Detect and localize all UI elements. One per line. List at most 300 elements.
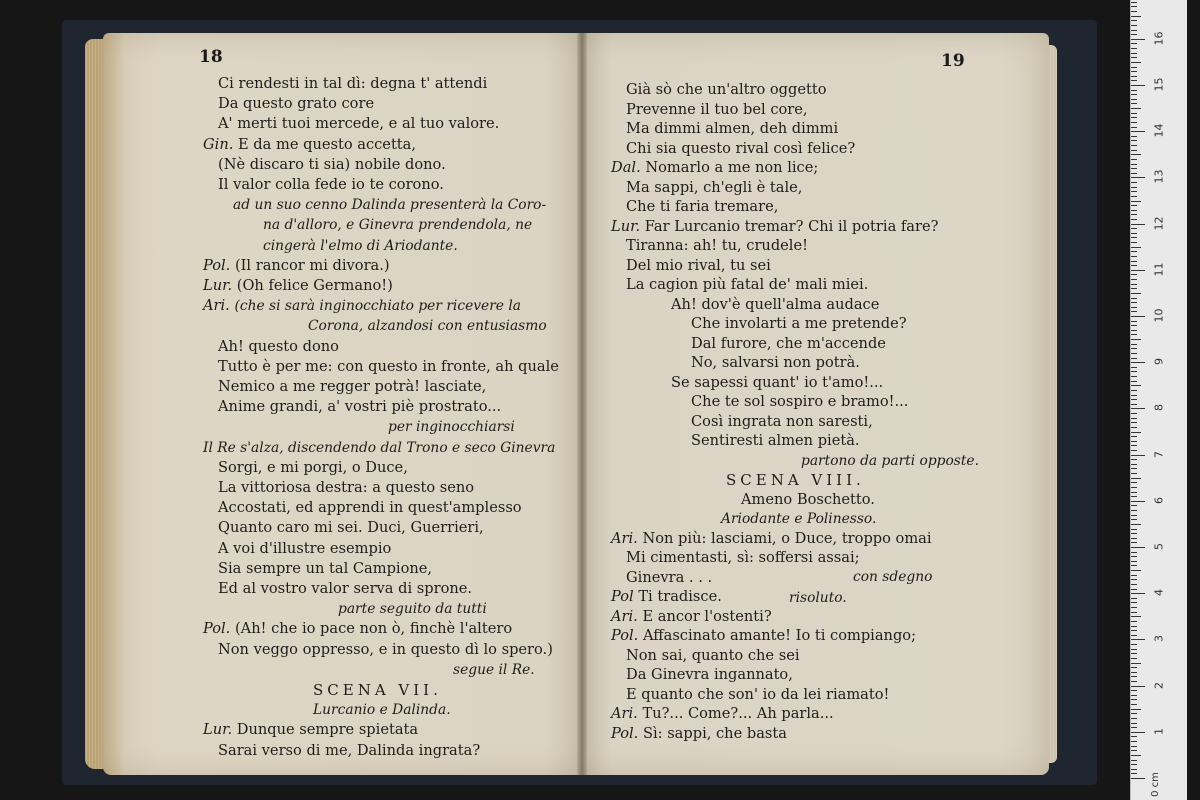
ruler-tick: [1131, 288, 1137, 289]
ruler-tick: [1131, 90, 1137, 91]
speaker-name: Gin.: [203, 135, 234, 153]
line-text: Dunque sempre spietata: [236, 721, 419, 739]
verse-line: [626, 179, 802, 197]
verse-line: [626, 666, 793, 684]
line-text: No, salvarsi non potrà.: [691, 354, 860, 371]
line-text: Del mio rival, tu sei: [626, 256, 771, 274]
ruler-tick: [1131, 672, 1137, 673]
verse-line: [218, 540, 391, 558]
ruler-tick: [1131, 201, 1141, 202]
ruler-tick: [1131, 85, 1145, 86]
ruler-tick: [1131, 676, 1137, 677]
ruler-tick: [1131, 182, 1137, 183]
ruler-tick: [1131, 538, 1137, 539]
line-text: Ah! dov'è quell'alma audace: [671, 295, 880, 313]
speaker-line: [203, 136, 416, 154]
ruler-tick: [1131, 237, 1137, 238]
line-text: Accostati, ed apprendi in quest'amplesso: [218, 499, 522, 517]
verse-line: [218, 519, 484, 537]
verse-line: [691, 315, 907, 333]
line-text: SCENA VII.: [313, 681, 442, 699]
ruler-tick: [1131, 219, 1137, 220]
ruler-tick: [1131, 99, 1137, 100]
ruler-tick: [1131, 468, 1137, 469]
line-text: Sentiresti almen pietà.: [691, 432, 860, 449]
ruler-tick: [1131, 436, 1137, 437]
line-text: E ancor l'ostenti?: [642, 607, 772, 625]
stage-direction: [721, 510, 876, 528]
speaker-name: Pol: [611, 588, 634, 605]
ruler-tick: [1131, 441, 1137, 442]
ruler-tick: [1131, 358, 1137, 359]
ruler-tick: [1131, 145, 1137, 146]
ruler-tick: [1131, 699, 1137, 700]
ruler-tick: [1131, 565, 1137, 566]
ruler-tick: [1131, 307, 1137, 308]
ruler-tick: [1131, 736, 1137, 737]
ruler-tick: [1131, 589, 1137, 590]
ruler-tick: [1131, 30, 1137, 31]
verse-line: [218, 156, 446, 174]
stage-direction: [263, 216, 532, 234]
ruler-tick: [1131, 579, 1137, 580]
ruler-tick: [1131, 510, 1137, 511]
page-number: 19: [941, 51, 965, 71]
ruler-tick: [1131, 575, 1137, 576]
ruler-tick: [1131, 482, 1137, 483]
ruler-tick: [1131, 298, 1137, 299]
ruler-tick: [1131, 20, 1137, 21]
ruler-tick: [1131, 746, 1137, 747]
ruler-tick: [1131, 2, 1137, 3]
line-text: Sì: sappi, che basta: [642, 724, 787, 742]
speaker-line: [611, 159, 818, 177]
measurement-ruler: [1130, 0, 1187, 800]
ruler-tick: [1131, 247, 1141, 248]
gutter: [577, 33, 587, 775]
ruler-tick: [1131, 644, 1137, 645]
ruler-tick: [1131, 418, 1137, 419]
ruler-tick: [1131, 210, 1137, 211]
verse-line: [691, 393, 908, 411]
speaker-line: [611, 588, 722, 606]
ruler-tick: [1131, 43, 1137, 44]
ruler-tick: [1131, 427, 1137, 428]
stage-direction: [203, 439, 555, 457]
ruler-tick: [1131, 515, 1137, 516]
line-text: Sorgi, e mi porgi, o Duce,: [218, 458, 408, 476]
ruler-tick: [1131, 25, 1137, 26]
ruler-tick: [1131, 251, 1137, 252]
ruler-tick: [1131, 727, 1137, 728]
line-text: SCENA VIII.: [726, 471, 865, 489]
speaker-name: Lur.: [611, 217, 641, 235]
ruler-tick: [1131, 709, 1141, 710]
line-text: Ma sappi, ch'egli è tale,: [626, 178, 803, 196]
verse-line: [218, 459, 408, 477]
ruler-tick: [1131, 760, 1137, 761]
line-text: Già sò che un'altro oggetto: [626, 81, 827, 98]
stage-direction: [388, 418, 515, 436]
verse-line: [218, 398, 501, 416]
ruler-tick: [1131, 533, 1137, 534]
ruler-tick: [1131, 556, 1137, 557]
line-text: Anime grandi, a' vostri piè prostrato...: [218, 398, 502, 416]
speaker-line: [611, 725, 787, 743]
line-text: (Nè discaro ti sia) nobile dono.: [218, 155, 446, 173]
ruler-tick: [1131, 168, 1137, 169]
ruler-label: 3: [1152, 635, 1166, 643]
line-text: Il valor colla fede io te corono.: [218, 176, 444, 193]
ruler-tick: [1131, 293, 1141, 294]
ruler-tick: [1131, 311, 1137, 312]
verse-line: [626, 569, 712, 587]
ruler-tick: [1131, 529, 1137, 530]
ruler-tick: [1131, 117, 1137, 118]
ruler-tick: [1131, 778, 1145, 779]
stage-direction: [233, 196, 546, 214]
line-text: Non sai, quanto che sei: [626, 646, 800, 664]
line-text: Da questo grato core: [218, 95, 375, 113]
ruler-tick: [1131, 432, 1141, 433]
ruler-tick: [1131, 187, 1137, 188]
ruler-tick: [1131, 76, 1137, 77]
ruler-tick: [1131, 67, 1137, 68]
line-text: (Oh felice Germano!): [236, 277, 393, 294]
stage-direction: risoluto.: [789, 590, 847, 606]
ruler-tick: [1131, 122, 1137, 123]
ruler-tick: [1131, 11, 1137, 12]
ruler-tick: [1131, 492, 1137, 493]
speaker-name: Dal.: [611, 159, 641, 176]
stage-direction: [741, 491, 875, 509]
speaker-line: [611, 530, 932, 548]
verse-line: [218, 358, 559, 376]
ruler-label: 16: [1152, 31, 1166, 46]
ruler-label: 15: [1152, 77, 1166, 92]
ruler-tick: [1131, 496, 1137, 497]
line-text: na d'alloro, e Ginevra prendendola, ne: [263, 217, 533, 234]
verse-line: [691, 413, 873, 431]
ruler-tick: [1131, 164, 1137, 165]
ruler-tick: [1131, 344, 1137, 345]
ruler-tick: [1131, 408, 1145, 409]
ruler-tick: [1131, 764, 1137, 765]
ruler-tick: [1131, 108, 1141, 109]
ruler-tick: [1131, 53, 1137, 54]
line-text: Così ingrata non saresti,: [691, 412, 873, 430]
ruler-tick: [1131, 177, 1145, 178]
line-text: Ginevra . . .: [626, 568, 713, 586]
ruler-tick: [1131, 455, 1145, 456]
ruler-tick: [1131, 80, 1137, 81]
ruler-label: 4: [1152, 589, 1166, 597]
line-text: Chi sia questo rival così felice?: [626, 139, 856, 157]
line-text: (Ah! che io pace non ò, finchè l'altero: [234, 620, 513, 638]
line-text: Non più: lasciami, o Duce, troppo omai: [642, 529, 932, 547]
line-text: E quanto che son' io da lei riamato!: [626, 685, 890, 703]
ruler-tick: [1131, 376, 1137, 377]
stage-direction: [338, 600, 487, 618]
line-text: Ti tradisce.: [638, 588, 722, 605]
ruler-tick: [1131, 755, 1141, 756]
stage-direction: [308, 317, 547, 335]
line-text: Che involarti a me pretende?: [691, 315, 907, 332]
ruler-tick: [1131, 224, 1145, 225]
ruler-tick: [1131, 154, 1141, 155]
line-text: per inginocchiarsi: [388, 419, 515, 436]
verse-line: [626, 101, 808, 119]
ruler-tick: [1131, 723, 1137, 724]
ruler-tick: [1131, 367, 1137, 368]
page-number: 18: [199, 47, 223, 67]
line-text: Dal furore, che m'accende: [691, 334, 886, 352]
ruler-tick: [1131, 695, 1137, 696]
ruler-tick: [1131, 741, 1137, 742]
ruler-tick: [1131, 607, 1137, 608]
line-text: (Il rancor mi divora.): [234, 256, 390, 274]
ruler-tick: [1131, 658, 1137, 659]
speaker-line: [611, 627, 916, 645]
ruler-tick: [1131, 150, 1137, 151]
speaker-line: [611, 705, 834, 723]
ruler-tick: [1131, 71, 1137, 72]
ruler-tick: [1131, 639, 1145, 640]
ruler-tick: [1131, 205, 1137, 206]
line-text: Affascinato amante! Io ti compiango;: [642, 627, 916, 644]
ruler-tick: [1131, 413, 1137, 414]
speaker-name: Pol.: [203, 620, 231, 638]
verse-line: [218, 580, 472, 598]
ruler-tick: [1131, 750, 1137, 751]
speaker-line: [203, 277, 393, 295]
ruler-unit: 0 cm: [1149, 772, 1161, 797]
ruler-tick: [1131, 704, 1137, 705]
verse-line: [218, 95, 374, 113]
stage-direction: [801, 452, 979, 470]
line-text: Sia sempre un tal Campione,: [218, 559, 433, 577]
speaker-line: [203, 297, 521, 315]
ruler-tick: [1131, 690, 1137, 691]
verse-line: [218, 641, 553, 659]
ruler-label: 6: [1152, 496, 1166, 504]
verse-line: [218, 378, 486, 396]
line-text: La cagion più fatal de' mali miei.: [626, 276, 869, 293]
stage-direction: [263, 237, 458, 255]
line-text: A voi d'illustre esempio: [218, 539, 392, 557]
ruler-tick: [1131, 681, 1137, 682]
verse-line: [626, 549, 860, 567]
ruler-tick: [1131, 113, 1137, 114]
ruler-tick: [1131, 62, 1141, 63]
ruler-tick: [1131, 57, 1137, 58]
ruler-tick: [1131, 159, 1137, 160]
speaker-name: Lur.: [203, 721, 233, 739]
scene-heading: [313, 681, 442, 699]
ruler-tick: [1131, 196, 1137, 197]
ruler-label: 13: [1152, 169, 1166, 184]
verse-line: [626, 140, 855, 158]
ruler-tick: [1131, 570, 1141, 571]
ruler-tick: [1131, 653, 1137, 654]
ruler-tick: [1131, 16, 1141, 17]
ruler-tick: [1131, 316, 1145, 317]
ruler-tick: [1131, 265, 1137, 266]
ruler-label: 11: [1152, 262, 1166, 277]
ruler-label: 1: [1152, 727, 1166, 735]
ruler-tick: [1131, 321, 1137, 322]
ruler-tick: [1131, 371, 1137, 372]
verse-line: [218, 479, 474, 497]
verse-line: [671, 374, 883, 392]
scene-heading: [726, 471, 865, 489]
ruler-tick: [1131, 718, 1137, 719]
speaker-name: Lur.: [203, 277, 233, 294]
ruler-tick: [1131, 616, 1141, 617]
verse-line: [691, 335, 886, 353]
ruler-tick: [1131, 191, 1137, 192]
speaker-line: [203, 257, 390, 275]
line-text: Mi cimentasti, sì: soffersi assai;: [626, 549, 860, 566]
ruler-tick: [1131, 214, 1137, 215]
speaker-name: Ari.: [611, 705, 638, 722]
line-text: Tutto è per me: con questo in fronte, ah quale: [218, 357, 559, 375]
ruler-tick: [1131, 524, 1141, 525]
ruler-label: [1153, 0, 1166, 2]
verse-line: [218, 75, 487, 93]
ruler-tick: [1131, 422, 1137, 423]
line-text: Ma dimmi almen, deh dimmi: [626, 120, 839, 137]
verse-line: [691, 432, 860, 450]
ruler-label: 7: [1152, 450, 1166, 458]
ruler-tick: [1131, 385, 1141, 386]
ruler-tick: [1131, 450, 1137, 451]
line-text: (che si sarà inginocchiato per ricevere la: [234, 298, 521, 315]
left-page: [103, 33, 581, 775]
line-text: Tu?... Come?... Ah parla...: [642, 705, 834, 722]
stage-direction: con sdegno: [853, 569, 933, 585]
ruler-tick: [1131, 94, 1137, 95]
verse-line: [218, 115, 499, 133]
line-text: Lurcanio e Dalinda.: [313, 702, 451, 719]
line-text: Ed al vostro valor serva di sprone.: [218, 580, 473, 597]
ruler-tick: [1131, 48, 1137, 49]
ruler-tick: [1131, 399, 1137, 400]
ruler-tick: [1131, 478, 1141, 479]
ruler-tick: [1131, 732, 1145, 733]
ruler-tick: [1131, 501, 1145, 502]
speaker-name: Ari.: [203, 297, 230, 315]
verse-line: [218, 338, 339, 356]
ruler-tick: [1131, 395, 1137, 396]
line-text: Ameno Boschetto.: [741, 490, 875, 508]
ruler-label: 10: [1152, 308, 1166, 323]
verse-line: [626, 647, 800, 665]
verse-line: [626, 257, 771, 275]
ruler-tick: [1131, 353, 1137, 354]
verse-line: [626, 276, 868, 294]
ruler-tick: [1131, 404, 1137, 405]
ruler-tick: [1131, 686, 1145, 687]
ruler-tick: [1131, 584, 1137, 585]
ruler-tick: [1131, 445, 1137, 446]
ruler-tick: [1131, 612, 1137, 613]
verse-line: [626, 198, 778, 216]
ruler-tick: [1131, 127, 1137, 128]
open-book: [85, 25, 1060, 760]
line-text: E da me questo accetta,: [238, 135, 417, 153]
ruler-tick: [1131, 140, 1137, 141]
speaker-name: Ari.: [611, 607, 638, 625]
line-text: A' merti tuoi mercede, e al tuo valore.: [218, 115, 500, 133]
line-text: Che te sol sospiro e bramo!...: [691, 393, 909, 410]
line-text: Che ti faria tremare,: [626, 198, 779, 215]
line-text: Da Ginevra ingannato,: [626, 666, 793, 683]
line-text: parte seguito da tutti: [338, 601, 487, 618]
ruler-tick: [1131, 34, 1137, 35]
ruler-tick: [1131, 621, 1137, 622]
line-text: Nomarlo a me non lice;: [645, 159, 819, 176]
ruler-tick: [1131, 362, 1145, 363]
ruler-tick: [1131, 261, 1137, 262]
line-text: Quanto caro mi sei. Duci, Guerrieri,: [218, 519, 484, 537]
ruler-tick: [1131, 279, 1137, 280]
ruler-tick: [1131, 598, 1137, 599]
ruler-tick: [1131, 561, 1137, 562]
ruler-tick: [1131, 270, 1145, 271]
ruler-tick: [1131, 381, 1137, 382]
speaker-name: Pol.: [203, 256, 231, 274]
speaker-line: [203, 721, 418, 739]
ruler-tick: [1131, 131, 1145, 132]
stage-direction: [313, 701, 451, 719]
speaker-line: [203, 620, 512, 638]
line-text: Far Lurcanio tremar? Chi il potria fare?: [644, 217, 939, 235]
verse-line: [626, 81, 827, 99]
ruler-tick: [1131, 626, 1137, 627]
right-page: [581, 33, 1049, 775]
ruler-tick: [1131, 339, 1141, 340]
speaker-name: Pol.: [611, 627, 639, 644]
ruler-tick: [1131, 663, 1141, 664]
line-text: Ariodante e Polinesso.: [721, 511, 877, 527]
speaker-line: [611, 608, 772, 626]
ruler-tick: [1131, 302, 1137, 303]
speaker-name: Pol.: [611, 724, 639, 742]
speaker-name: Ari.: [611, 529, 638, 547]
stage-direction: [453, 661, 535, 679]
line-text: partono da parti opposte.: [801, 452, 979, 469]
line-text: Sarai verso di me, Dalinda ingrata?: [218, 741, 481, 759]
verse-line: [218, 560, 432, 578]
verse-line: [626, 237, 808, 255]
line-text: ad un suo cenno Dalinda presenterà la Coro-: [233, 197, 547, 214]
ruler-tick: [1131, 649, 1137, 650]
ruler-tick: [1131, 635, 1137, 636]
verse-line: [218, 499, 522, 517]
ruler-tick: [1131, 473, 1137, 474]
ruler-tick: [1131, 325, 1137, 326]
ruler-tick: [1131, 773, 1137, 774]
ruler-tick: [1131, 519, 1137, 520]
ruler-label: 12: [1152, 216, 1166, 231]
ruler-tick: [1131, 713, 1137, 714]
line-text: Ah! questo dono: [218, 337, 339, 355]
line-text: Il Re s'alza, discendendo dal Trono e seco Ginevra: [203, 439, 556, 456]
ruler-tick: [1131, 348, 1137, 349]
line-text: segue il Re.: [453, 661, 535, 678]
verse-line: [218, 176, 444, 194]
